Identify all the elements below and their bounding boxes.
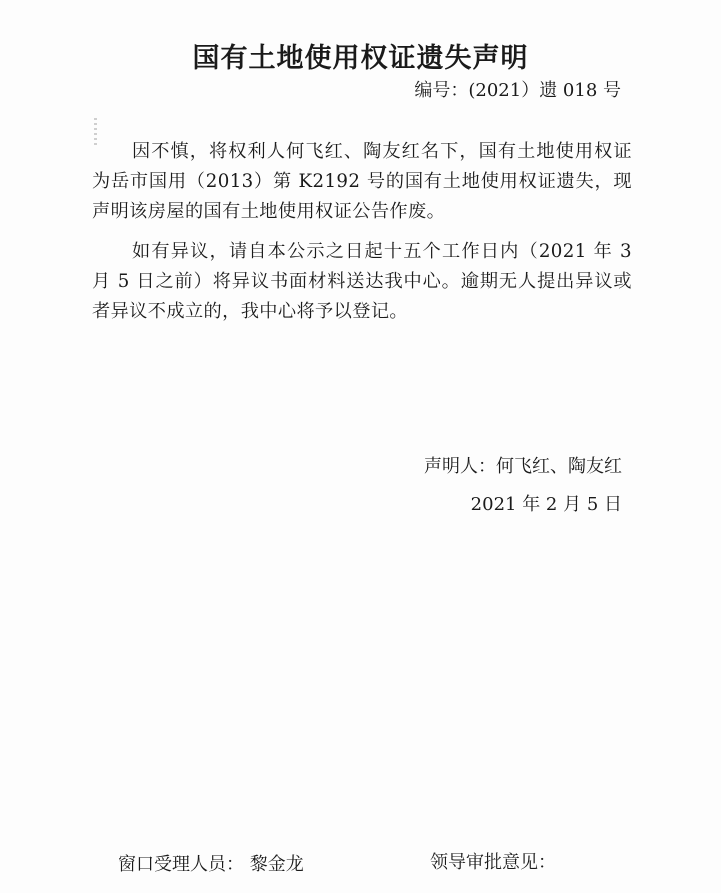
paragraph-objection-notice: 如有异议，请自本公示之日起十五个工作日内（2021 年 3 月 5 日之前）将异议书面材料送达我中心。逾期无人提出异议或者异议不成立的，我中心将予以登记。 [92, 241, 632, 322]
paragraph-loss-statement: 因不慎，将权利人何飞红、陶友红名下，国有土地使用权证为岳市国用（2013）第 K2192 号的国有土地使用权证遗失，现声明该房屋的国有土地使用权证公告作废。 [92, 141, 632, 222]
document-title: 国有土地使用权证遗失声明 [192, 43, 529, 74]
declarant-line: 声明人：何飞红、陶友红 [424, 456, 622, 477]
declaration-date: 2021 年 2 月 5 日 [470, 494, 622, 515]
document-body [92, 137, 632, 337]
window-receiver: 窗口受理人员： 黎金龙 [118, 854, 304, 875]
leader-approval: 领导审批意见： [430, 852, 556, 873]
document-number: 编号：(2021）遗 018 号 [414, 80, 621, 101]
signature-block [360, 448, 622, 524]
